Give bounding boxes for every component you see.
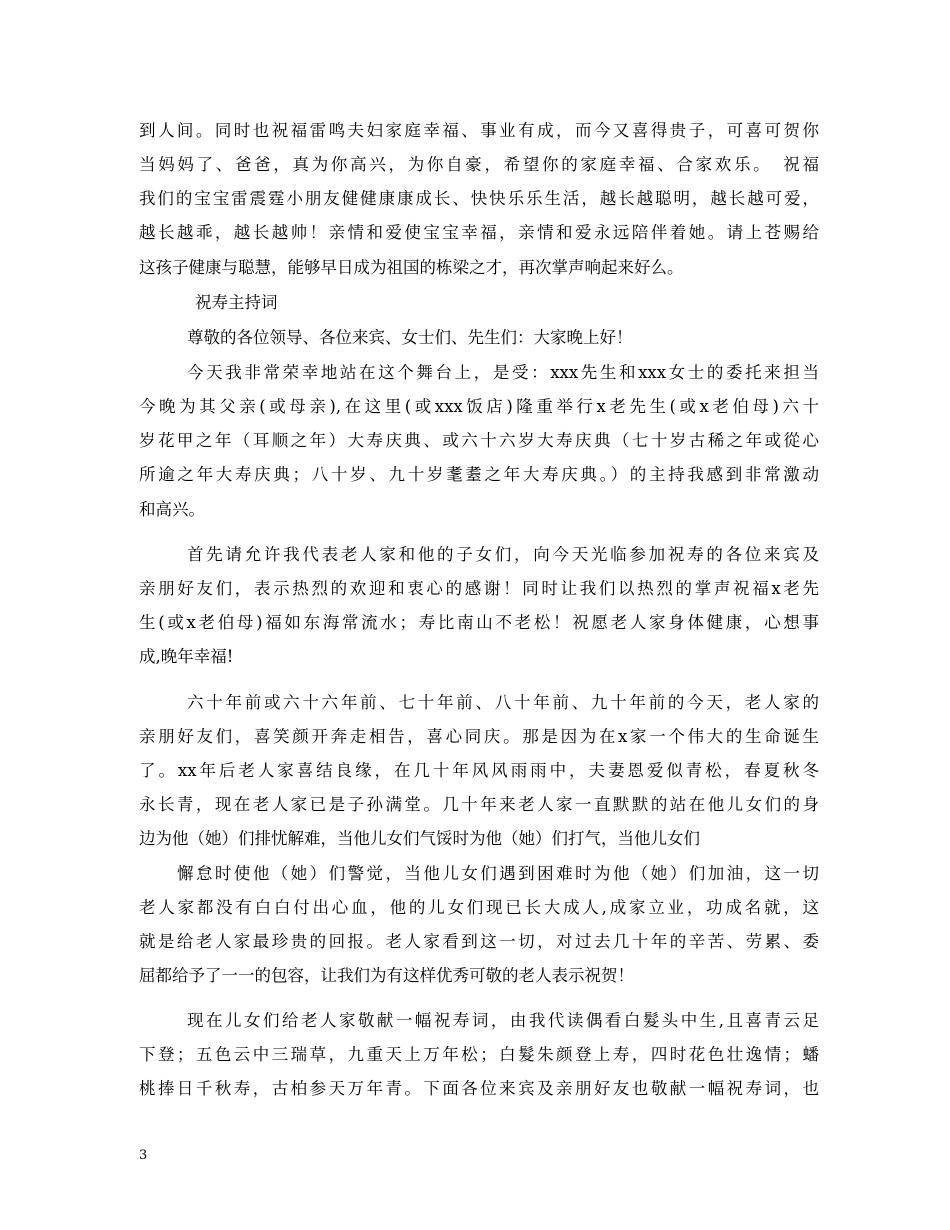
- body-text-line: 老人家都没有白白付出心血，他的儿女们现已长大成人,成家立业，功成名就，这: [139, 898, 819, 917]
- body-text-line: 岁花甲之年（耳顺之年）大寿庆典、或六十六岁大寿庆典（七十岁古稀之年或從心: [139, 431, 819, 450]
- body-text-line: 到人间。同时也祝福雷鸣夫妇家庭幸福、事业有成，而今又喜得贵子，可喜可贺你: [139, 121, 819, 140]
- body-text-line: 边为他（她）们排忧解难，当他儿女们气馁时为他（她）们打气，当他儿女们: [139, 829, 700, 848]
- body-text-line: 我们的宝宝雷震霆小朋友健健康康成长、快快乐乐生活，越长越聪明，越长越可爱，: [139, 189, 819, 208]
- paragraph-first-line: 现在儿女们给老人家敬献一幅祝寿词，由我代读偶看白髮头中生,且喜青云足: [187, 1011, 819, 1030]
- section-heading: 祝寿主持词: [195, 293, 278, 312]
- body-text-line: 生(或x老伯母)福如东海常流水；寿比南山不老松！祝愿老人家身体健康，心想事: [139, 613, 819, 632]
- body-text-line: 永长青，现在老人家已是子孙满堂。几十年来老人家一直默默的站在他儿女们的身: [139, 795, 819, 814]
- body-text-line: 了。xx年后老人家喜结良缘，在几十年风风雨雨中，夫妻恩爱似青松，春夏秋冬: [139, 761, 819, 780]
- paragraph-first-line: 懈怠时使他（她）们警觉，当他儿女们遇到困难时为他（她）们加油，这一切: [177, 864, 819, 883]
- body-text-line: 成,晚年幸福!: [139, 647, 234, 666]
- body-text-line: 桃捧日千秋寿，古柏参天万年青。下面各位来宾及亲朋好友也敬献一幅祝寿词，也: [139, 1079, 819, 1098]
- body-text-line: 亲朋好友们，喜笑颜开奔走相告，喜心同庆。那是因为在x家一个伟大的生命诞生: [139, 727, 819, 746]
- body-text-line: 屈都给予了一一的包容，让我们为有这样优秀可敬的老人表示祝贺！: [139, 966, 634, 985]
- body-text-line: 和高兴。: [139, 500, 205, 519]
- body-text-line: 就是给老人家最珍贵的回报。老人家看到这一切，对过去几十年的辛苦、劳累、委: [139, 932, 819, 951]
- page-number: 3: [139, 1148, 148, 1163]
- paragraph-first-line: 首先请允许我代表老人家和他的子女们，向今天光临参加祝寿的各位来宾及: [187, 545, 819, 564]
- paragraph-first-line: 六十年前或六十六年前、七十年前、八十年前、九十年前的今天，老人家的: [187, 693, 819, 712]
- paragraph-first-line: 今天我非常荣幸地站在这个舞台上，是受：xxx先生和xxx女士的委托来担当: [187, 363, 819, 382]
- body-text-line: 今晚为其父亲(或母亲),在这里(或xxx饭店)隆重举行x老先生(或x老伯母)六十: [139, 397, 819, 416]
- body-text-line: 所逾之年大寿庆典；八十岁、九十岁耄耋之年大寿庆典。）的主持我感到非常激动: [139, 465, 819, 484]
- body-text-line: 亲朋好友们，表示热烈的欢迎和衷心的感谢！同时让我们以热烈的掌声祝福x老先: [139, 579, 819, 598]
- salutation-line: 尊敬的各位领导、各位来宾、女士们、先生们：大家晚上好！: [187, 328, 633, 347]
- body-text-line: 下登；五色云中三瑞草，九重天上万年松；白髮朱颜登上寿，四时花色壮逸情；蟠: [139, 1045, 819, 1064]
- body-text-line: 当妈妈了、爸爸，真为你高兴，为你自豪，希望你的家庭幸福、合家欢乐。 祝福: [139, 155, 819, 174]
- body-text-line: 这孩子健康与聪慧，能够早日成为祖国的栋梁之才，再次掌声响起来好么。: [139, 258, 684, 277]
- body-text-line: 越长越乖，越长越帅！亲情和爱使宝宝幸福，亲情和爱永远陪伴着她。请上苍赐给: [139, 223, 819, 242]
